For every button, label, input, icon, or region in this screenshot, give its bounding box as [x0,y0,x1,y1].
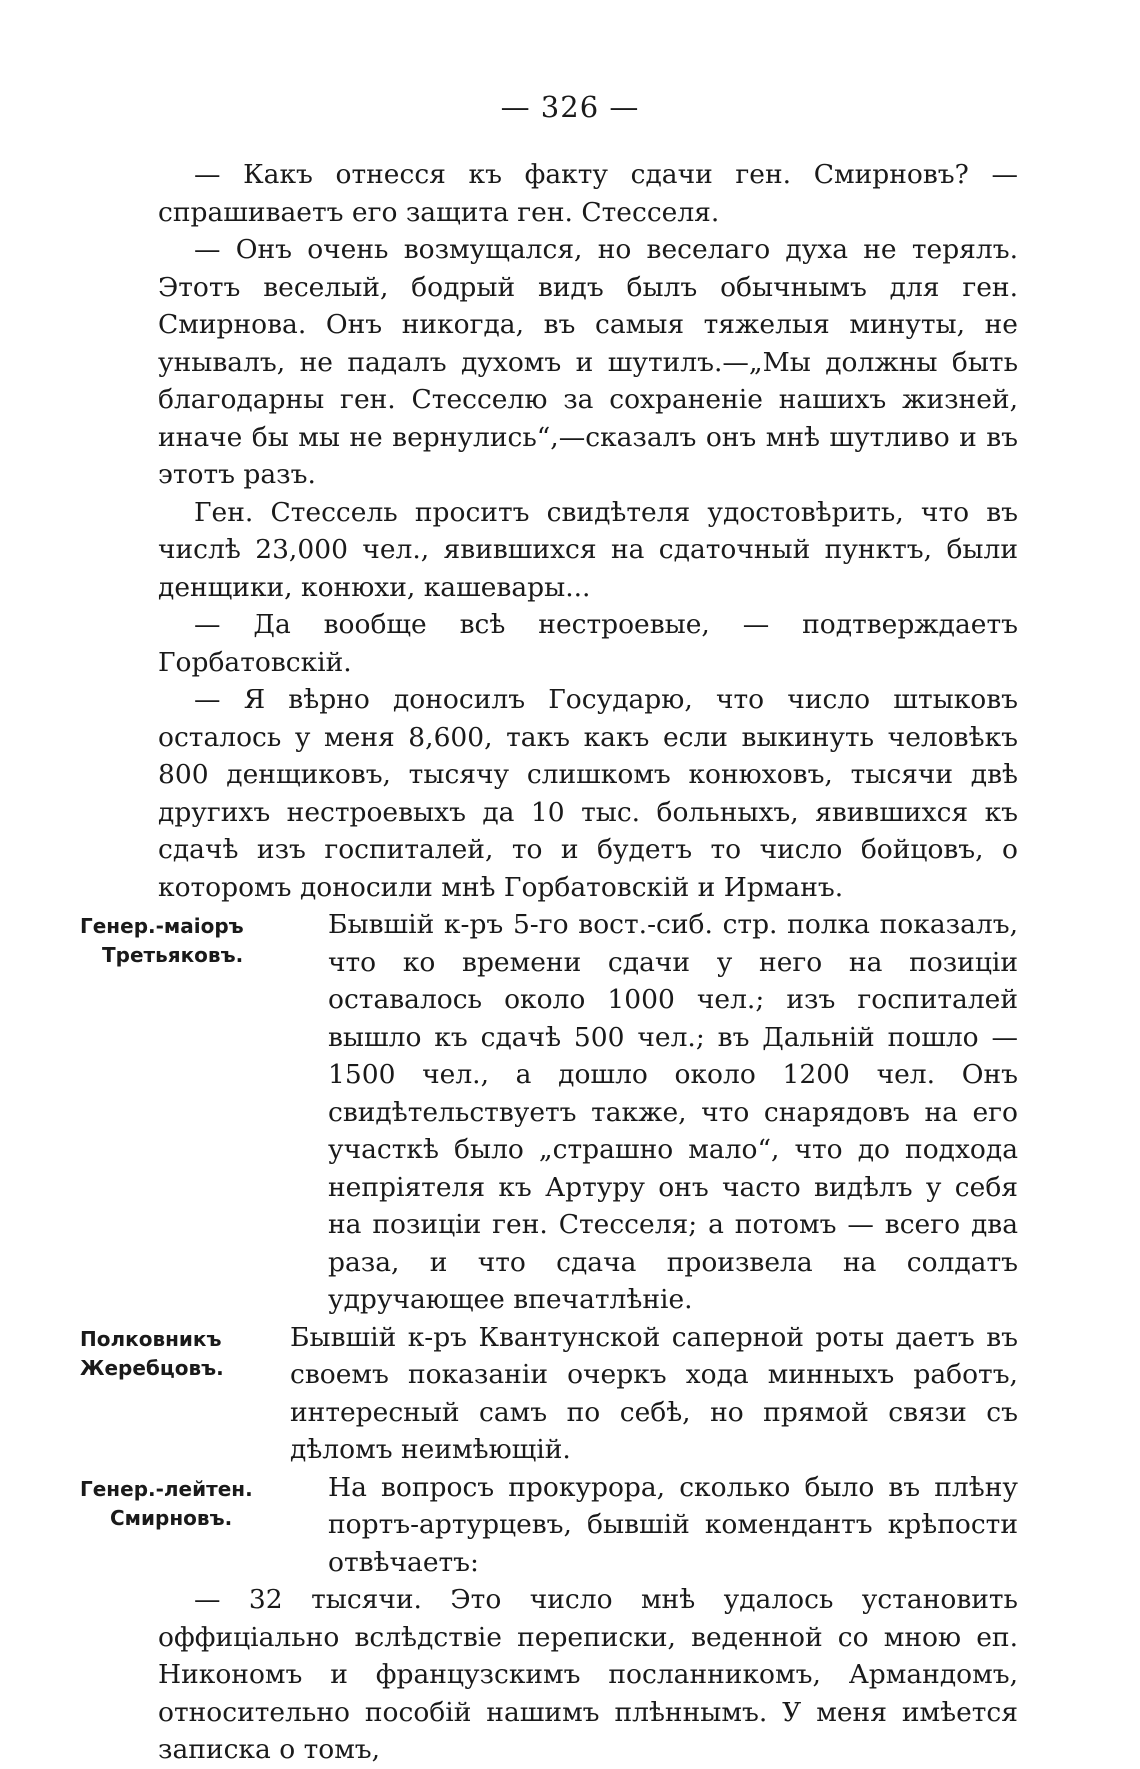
page-body [80,156,1018,1769]
paragraph-stessel-request: Ген. Стессель проситъ свидѣтеля удостовѣрить, что въ числѣ 23,000 чел., явившихся на сдаточный пунктъ, были денщики, конюхи, кашевары... [158,496,1018,603]
paragraph-closing: — 32 тысячи. Это число мнѣ удалось установить оффиціально вслѣдствіе переписки, веденной со мною еп. Никономъ и французскимъ посланникомъ, Армандомъ, относительно пособій нашимъ плѣннымъ. У меня имѣется записка о томъ, [158,1584,1018,1765]
page-number: — 326 — [500,90,640,124]
margin-note-surname: Третьяковъ. [102,943,244,967]
margin-note-zherebtsov [80,1325,290,1383]
margin-note-surname: Жеребцовъ. [80,1355,224,1380]
paragraph-smirnov-mood: — Онъ очень возмущался, но веселаго духа не терялъ. Этотъ веселый, бодрый видъ былъ обычнымъ для ген. Смирнова. Онъ никогда, въ самыя тяжелыя минуты, не унывалъ, не падалъ духомъ и шутилъ.—„Мы должны быть благодарны ген. Стесселю за сохраненіе нашихъ жизней, иначе бы мы не вернулись“,—сказалъ онъ мнѣ шутливо и въ этотъ разъ. [158,234,1018,490]
testimony-text: Бывшій к-ръ Квантунской саперной роты даетъ въ своемъ показаніи очеркъ хода минныхъ работъ, интересный самъ по себѣ, но прямой связи съ дѣломъ неимѣющій. [290,1321,1018,1465]
margin-note-rank: Генер.-маіоръ [80,914,244,938]
margin-note-tretyakov [80,912,290,970]
margin-note-smirnov [80,1475,290,1533]
margin-note-surname: Смирновъ. [110,1505,233,1530]
testimony-text: Бывшій к-ръ 5-го вост.-сиб. стр. полка показалъ, что ко времени сдачи у него на позиціи оставалось около 1000 чел.; изъ госпиталей вышло къ сдачѣ 500 чел.; въ Дальній пошло — 1500 чел., а дошло около 1200 чел. Онъ свидѣтельствуетъ также, что снарядовъ на его участкѣ было „страшно мало“, что до подхода непріятеля къ Артуру онъ часто видѣлъ у себя на позиціи ген. Стесселя; а потомъ — всего два раза, и что сдача произвела на солдатъ удручающее впечатлѣніе. [328,909,1018,1315]
testimony-zherebtsov [80,1319,1018,1469]
paragraph-gorbatovsky-confirm: — Да вообще всѣ нестроевые, — подтверждаетъ Горбатовскій. [158,609,1018,678]
margin-note-rank: Полковникъ [80,1326,222,1351]
paragraph-defense-question: — Какъ отнесся къ факту сдачи ген. Смирновъ? — спрашиваетъ его защита ген. Стесселя. [158,159,1018,228]
testimony-tretyakov [80,906,1018,1319]
paragraph-bayonet-count: — Я вѣрно доносилъ Государю, что число штыковъ осталось у меня 8,600, такъ какъ если выкинуть человѣкъ 800 денщиковъ, тысячу слишкомъ конюховъ, тысячи двѣ другихъ нестроевыхъ да 10 тыс. больныхъ, явившихся къ сдачѣ изъ госпиталей, то и будетъ то число бойцовъ, о которомъ доносили мнѣ Горбатовскій и Ирманъ. [158,684,1018,903]
testimony-smirnov [80,1469,1018,1582]
testimony-text: На вопросъ прокурора, сколько было въ плѣну портъ-артурцевъ, бывшій комендантъ крѣпости отвѣчаетъ: [328,1471,1018,1578]
margin-note-rank: Генер.-лейтен. [80,1476,253,1501]
